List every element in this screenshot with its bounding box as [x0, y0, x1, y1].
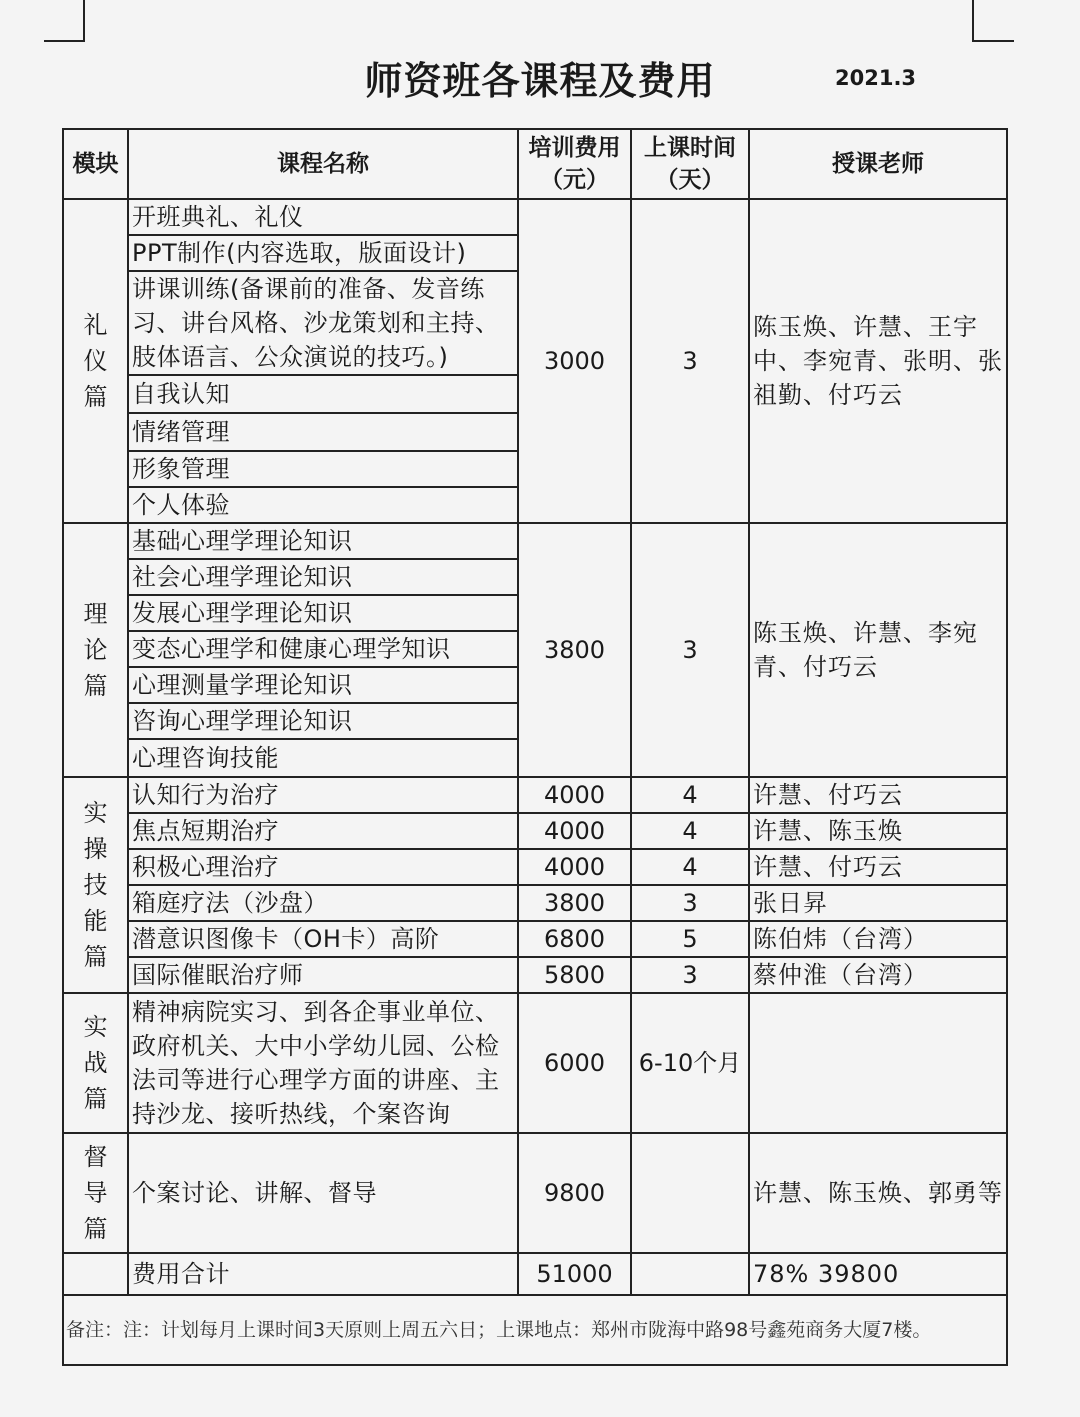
total-discount: 78% 39800 — [749, 1253, 1007, 1295]
course-cell: 自我认知 — [128, 375, 518, 413]
fee-cell: 3800 — [518, 885, 631, 921]
header-row — [63, 129, 1007, 199]
total-row — [63, 1253, 1007, 1295]
fee-cell: 4000 — [518, 777, 631, 813]
teacher-cell: 许慧、陈玉焕 — [749, 813, 1007, 849]
fee-cell: 3000 — [518, 199, 631, 523]
days-cell: 6-10个月 — [631, 993, 749, 1133]
course-cell: 社会心理学理论知识 — [128, 559, 518, 595]
days-cell: 4 — [631, 813, 749, 849]
course-cell: 个案讨论、讲解、督导 — [128, 1133, 518, 1253]
course-cell: 箱庭疗法（沙盘） — [128, 885, 518, 921]
header-course: 课程名称 — [128, 129, 518, 199]
course-cell: 认知行为治疗 — [128, 777, 518, 813]
days-cell: 5 — [631, 921, 749, 957]
header-days: 上课时间 （天） — [631, 129, 749, 199]
table-row — [63, 921, 1007, 957]
table-row — [63, 1133, 1007, 1253]
course-cell: 讲课训练(备课前的准备、发音练习、讲台风格、沙龙策划和主持、肢体语言、公众演说的技巧。) — [128, 271, 518, 375]
days-cell — [631, 1133, 749, 1253]
teacher-cell: 许慧、陈玉焕、郭勇等 — [749, 1133, 1007, 1253]
fee-cell: 3800 — [518, 523, 631, 777]
course-cell: 积极心理治疗 — [128, 849, 518, 885]
teacher-cell: 许慧、付巧云 — [749, 777, 1007, 813]
table-row — [63, 849, 1007, 885]
module-cell: 督导篇 — [63, 1133, 128, 1253]
teacher-cell: 陈伯炜（台湾） — [749, 921, 1007, 957]
course-cell: 咨询心理学理论知识 — [128, 703, 518, 739]
course-cell: 国际催眠治疗师 — [128, 957, 518, 993]
teacher-cell: 许慧、付巧云 — [749, 849, 1007, 885]
fee-cell: 4000 — [518, 813, 631, 849]
days-cell: 4 — [631, 849, 749, 885]
module-cell: 礼仪篇 — [63, 199, 128, 523]
teacher-cell — [749, 993, 1007, 1133]
header-module: 模块 — [63, 129, 128, 199]
course-cell: 情绪管理 — [128, 413, 518, 451]
module-cell: 实操技能篇 — [63, 777, 128, 993]
total-days-cell — [631, 1253, 749, 1295]
course-cell: 开班典礼、礼仪 — [128, 199, 518, 235]
total-fee: 51000 — [518, 1253, 631, 1295]
course-cell: 发展心理学理论知识 — [128, 595, 518, 631]
fee-cell: 6000 — [518, 993, 631, 1133]
days-cell: 4 — [631, 777, 749, 813]
crop-mark-right-vertical — [972, 0, 974, 42]
course-cell: 心理测量学理论知识 — [128, 667, 518, 703]
table-row — [63, 199, 1007, 235]
course-fee-table — [62, 128, 1008, 1366]
document-date: 2021.3 — [835, 66, 917, 90]
fee-cell: 9800 — [518, 1133, 631, 1253]
days-cell: 3 — [631, 957, 749, 993]
module-cell: 理论篇 — [63, 523, 128, 777]
table-row — [63, 993, 1007, 1133]
days-cell: 3 — [631, 199, 749, 523]
course-cell: PPT制作(内容选取，版面设计) — [128, 235, 518, 271]
days-cell: 3 — [631, 885, 749, 921]
days-cell: 3 — [631, 523, 749, 777]
crop-mark-right-horizontal — [972, 40, 1014, 42]
total-module-cell — [63, 1253, 128, 1295]
header-fee: 培训费用 （元） — [518, 129, 631, 199]
fee-cell: 4000 — [518, 849, 631, 885]
course-cell: 个人体验 — [128, 487, 518, 523]
note-row — [63, 1295, 1007, 1365]
fee-cell: 6800 — [518, 921, 631, 957]
note-text: 备注：注：计划每月上课时间3天原则上周五六日；上课地点：郑州市陇海中路98号鑫苑商务大厦7楼。 — [63, 1295, 1007, 1365]
teacher-cell: 蔡仲淮（台湾） — [749, 957, 1007, 993]
teacher-cell: 陈玉焕、许慧、王宇中、李宛青、张明、张祖勤、付巧云 — [749, 199, 1007, 523]
teacher-cell: 张日昇 — [749, 885, 1007, 921]
page-title: 师资班各课程及费用 — [364, 59, 716, 103]
course-cell: 形象管理 — [128, 451, 518, 487]
course-cell: 精神病院实习、到各企事业单位、政府机关、大中小学幼儿园、公检法司等进行心理学方面的讲座、主持沙龙、接听热线，个案咨询 — [128, 993, 518, 1133]
course-cell: 潜意识图像卡（OH卡）高阶 — [128, 921, 518, 957]
table-row — [63, 957, 1007, 993]
teacher-cell: 陈玉焕、许慧、李宛青、付巧云 — [749, 523, 1007, 777]
fee-cell: 5800 — [518, 957, 631, 993]
crop-mark-left-vertical — [83, 0, 85, 42]
course-cell: 变态心理学和健康心理学知识 — [128, 631, 518, 667]
course-cell: 心理咨询技能 — [128, 739, 518, 777]
header-teacher: 授课老师 — [749, 129, 1007, 199]
table-row — [63, 813, 1007, 849]
table-row — [63, 777, 1007, 813]
crop-mark-left-horizontal — [44, 40, 85, 42]
table-row — [63, 885, 1007, 921]
module-cell: 实战篇 — [63, 993, 128, 1133]
course-cell: 基础心理学理论知识 — [128, 523, 518, 559]
course-cell: 焦点短期治疗 — [128, 813, 518, 849]
table-row — [63, 523, 1007, 559]
total-label: 费用合计 — [128, 1253, 518, 1295]
